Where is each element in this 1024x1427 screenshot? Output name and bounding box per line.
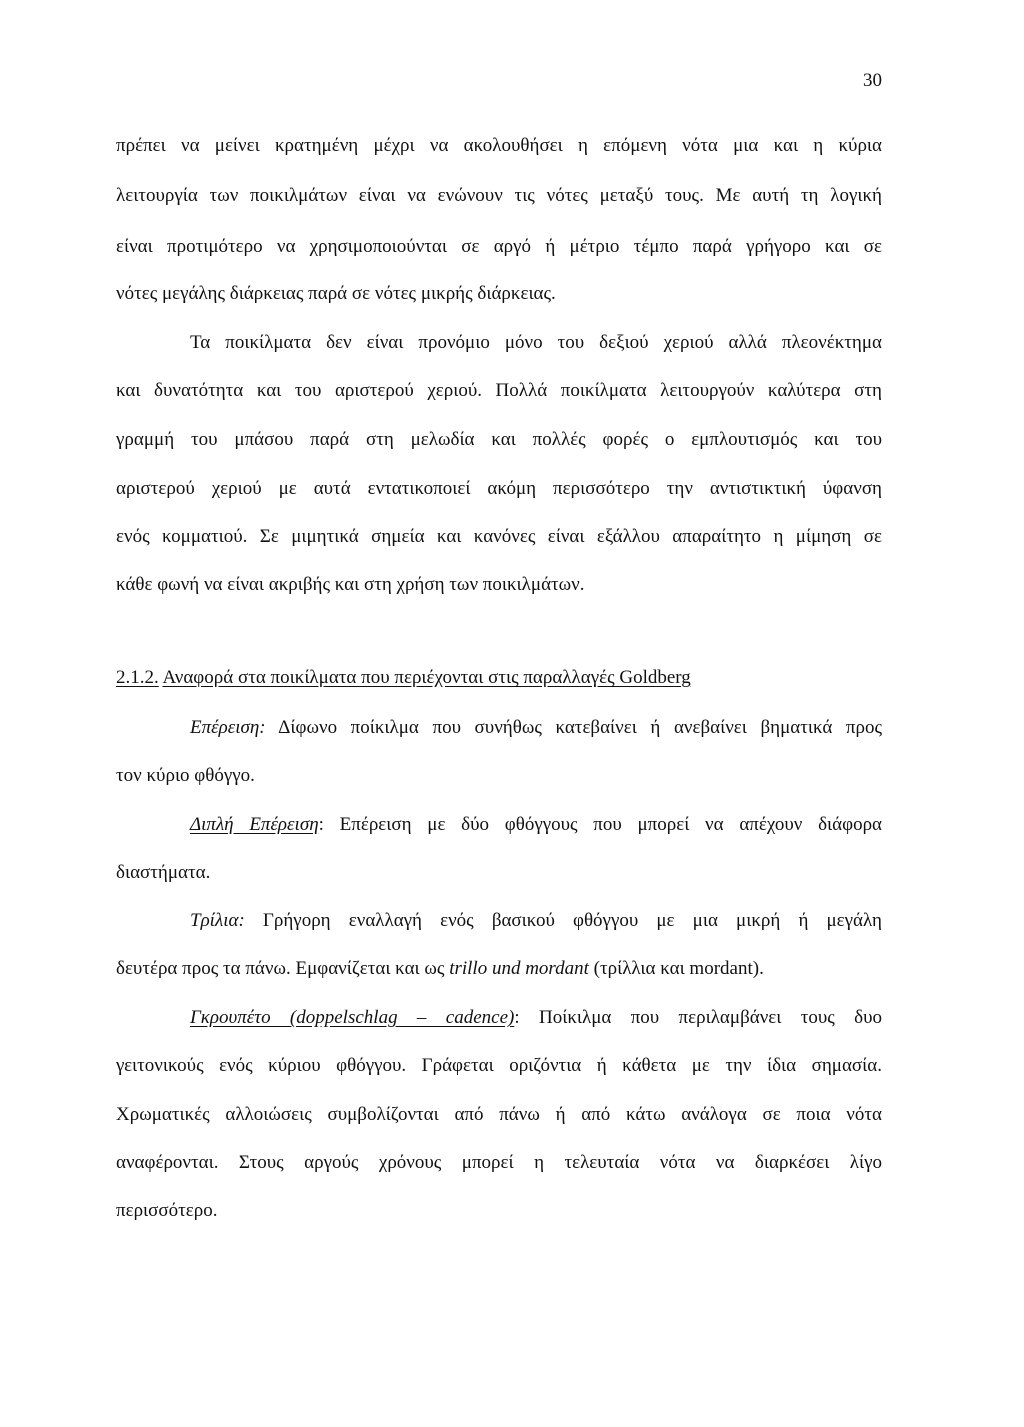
paragraph-2-line-4: αριστερού χεριού με αυτά εντατικοποιεί ακόμη περισσότερο την αντιστικτική ύφανση — [116, 478, 882, 499]
paragraph-2-line-3: γραμμή του μπάσου παρά στη μελωδία και πολλές φορές ο εμπλουτισμός και του — [116, 429, 882, 450]
page-number: 30 — [863, 70, 882, 91]
definition-term-groupeto: Γκρουπέτο (doppelschlag – cadence) — [190, 1007, 515, 1028]
definition-text: δευτέρα προς τα πάνω. Εμφανίζεται και ως — [116, 958, 445, 979]
definition-trilia-line-1 — [190, 909, 882, 933]
paragraph-1-line-2: λειτουργία των ποικιλμάτων είναι να ενώνουν τις νότες μεταξύ τους. Με αυτή τη λογική — [116, 185, 882, 206]
definition-epereisi-line-1 — [190, 716, 882, 740]
definition-text: Επέρειση με δύο φθόγγους που μπορεί να απέχουν διάφορα — [339, 814, 883, 835]
definition-text: Ποίκιλμα που περιλαμβάνει τους δυο — [538, 1007, 883, 1028]
definition-dipli-epereisi-line-2: διαστήματα. — [116, 862, 211, 883]
definition-groupeto-line-2: γειτονικούς ενός κύριου φθόγγου. Γράφεται οριζόντια ή κάθετα με την ίδια σημασία. — [116, 1055, 882, 1076]
definition-text: Δίφωνο ποίκιλμα που συνήθως κατεβαίνει ή ανεβαίνει βηματικά προς — [278, 717, 882, 738]
paragraph-1-line-3: είναι προτιμότερο να χρησιμοποιούνται σε αργό ή μέτριο τέμπο παρά γρήγορο και σε — [116, 236, 882, 257]
definition-epereisi-line-2: τον κύριο φθόγγο. — [116, 765, 255, 786]
definition-colon: : — [514, 1007, 520, 1028]
definition-italic-term: trillo und mordant — [449, 958, 589, 979]
definition-groupeto-line-3: Χρωματικές αλλοιώσεις συμβολίζονται από πάνω ή από κάτω ανάλογα σε ποια νότα — [116, 1104, 882, 1125]
definition-groupeto-line-1 — [190, 1006, 882, 1030]
definition-trilia-line-2 — [116, 957, 882, 981]
paragraph-2-line-6: κάθε φωνή να είναι ακριβής και στη χρήση των ποικιλμάτων. — [116, 574, 585, 595]
paragraph-1-line-4: νότες μεγάλης διάρκειας παρά σε νότες μικρής διάρκειας. — [116, 283, 556, 304]
definition-term-trilia: Τρίλια: — [190, 910, 245, 931]
paragraph-2-line-5: ενός κομματιού. Σε μιμητικά σημεία και κανόνες είναι εξάλλου απαραίτητο η μίμηση σε — [116, 526, 882, 547]
definition-term-epereisi: Επέρειση: — [190, 717, 266, 738]
definition-colon: : — [318, 814, 324, 835]
definition-text: Γρήγορη εναλλαγή ενός βασικού φθόγγου με μια μικρή ή μεγάλη — [262, 910, 882, 931]
definition-groupeto-line-4: αναφέρονται. Στους αργούς χρόνους μπορεί η τελευταία νότα να διαρκέσει λίγο — [116, 1152, 882, 1173]
definition-groupeto-line-5: περισσότερο. — [116, 1200, 218, 1221]
section-title: Αναφορά στα ποικίλματα που περιέχονται στις παραλλαγές Goldberg — [162, 667, 691, 688]
definition-dipli-epereisi-line-1 — [190, 813, 882, 837]
section-number: 2.1.2. — [116, 667, 159, 688]
definition-text: (τρίλλια και mordant). — [593, 958, 764, 979]
paragraph-2-line-1: Τα ποικίλματα δεν είναι προνόμιο μόνο του δεξιού χεριού αλλά πλεονέκτημα — [190, 332, 882, 353]
paragraph-2-line-2: και δυνατότητα και του αριστερού χεριού. Πολλά ποικίλματα λειτουργούν καλύτερα στη — [116, 380, 882, 401]
definition-term-dipli-epereisi: Διπλή Επέρειση — [190, 814, 319, 835]
section-heading — [116, 666, 882, 690]
paragraph-1-line-1: πρέπει να μείνει κρατημένη μέχρι να ακολουθήσει η επόμενη νότα μια και η κύρια — [116, 135, 882, 156]
